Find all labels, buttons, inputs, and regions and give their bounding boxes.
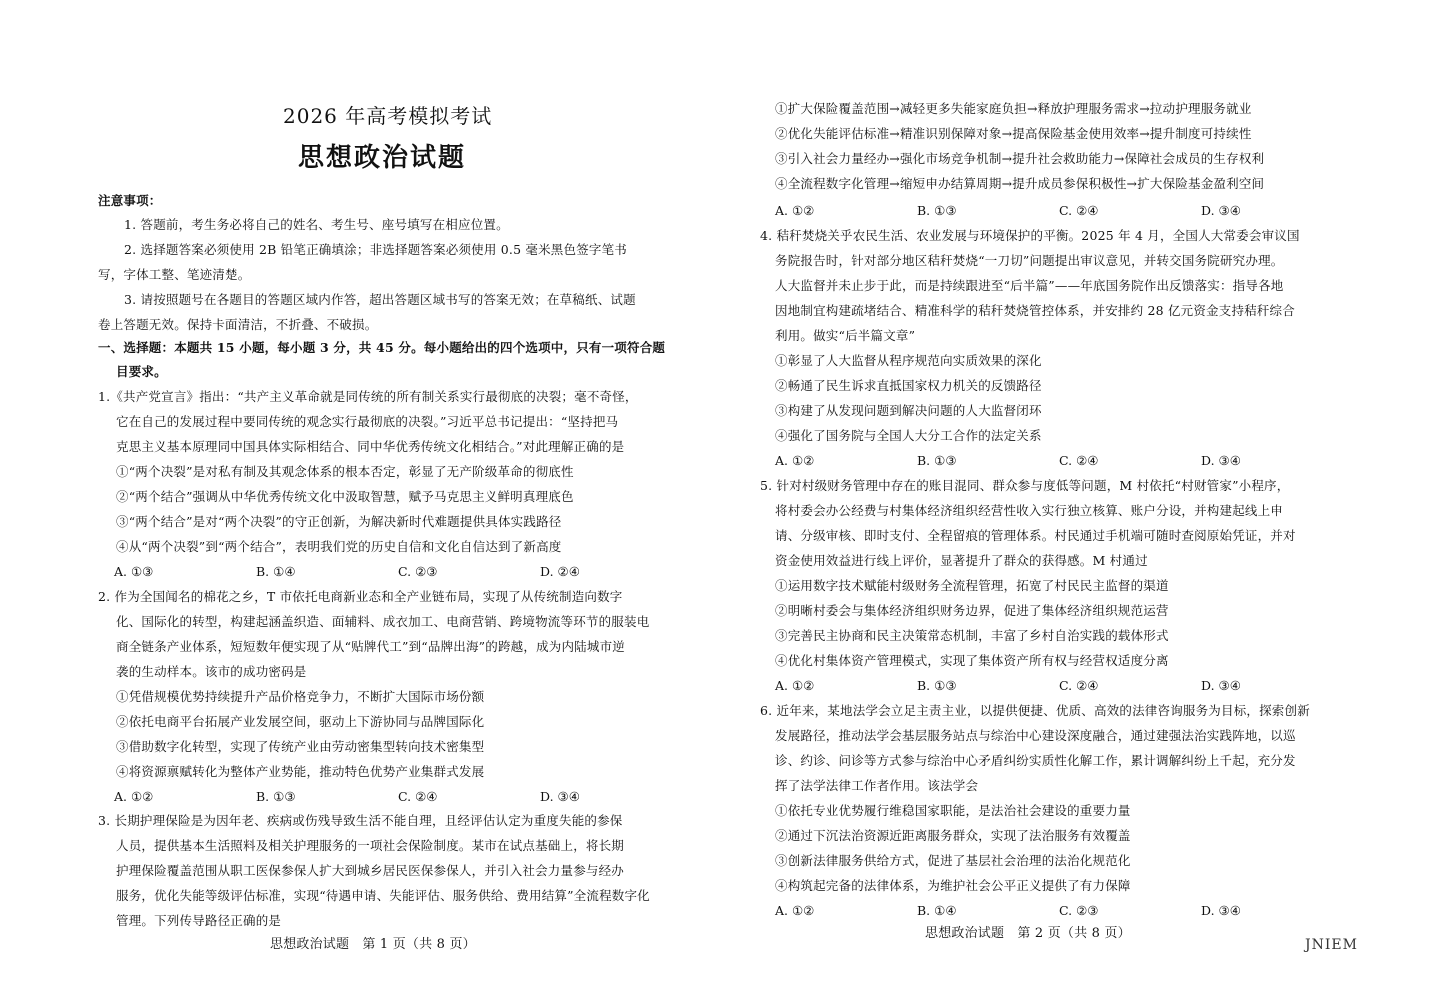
q2-item: ②依托电商平台拓展产业发展空间，驱动上下游协同与品牌国际化 [116,714,485,729]
notice-heading: 注意事项： [98,193,162,208]
q1-stem-line: 它在自己的发展过程中要同传统的观念实行最彻底的决裂。”习近平总书记提出：“坚持把马 [116,414,619,429]
q4-item: ②畅通了民生诉求直抵国家权力机关的反馈路径 [775,378,1042,393]
q2-item: ④将资源禀赋转化为整体产业势能，推动特色优势产业集群式发展 [116,764,485,779]
watermark-code: JNIEM [1305,937,1358,953]
q2-stem-line: 商全链条产业体系，短短数年便实现了从“贴牌代工”到“品牌出海”的跨越，成为内陆城市逆 [116,639,625,654]
notice-line: 卷上答题无效。保持卡面清洁，不折叠、不破损。 [98,317,378,332]
q6-option-c[interactable]: C. ②③ [1059,903,1099,918]
notice-line: 3. 请按照题号在各题目的答题区域内作答，超出答题区域书写的答案无效；在草稿纸、试题 [124,292,636,307]
q4-option-d[interactable]: D. ③④ [1201,453,1241,468]
q4-option-c[interactable]: C. ②④ [1059,453,1099,468]
q1-stem-line: 克思主义基本原理同中国具体实际相结合、同中华优秀传统文化相结合。”对此理解正确的是 [116,439,625,454]
q5-item: ②明晰村委会与集体经济组织财务边界，促进了集体经济组织规范运营 [775,603,1169,618]
q1-item: ②“两个结合”强调从中华优秀传统文化中汲取智慧，赋予马克思主义鲜明真理底色 [116,489,574,504]
notice-line: 写，字体工整、笔迹清楚。 [98,267,251,282]
q5-stem-line: 资金使用效益进行线上评价，显著提升了群众的获得感。M 村通过 [775,553,1148,568]
q4-option-b[interactable]: B. ①③ [917,453,957,468]
q6-option-d[interactable]: D. ③④ [1201,903,1241,918]
q1-item: ①“两个决裂”是对私有制及其观念体系的根本否定，彰显了无产阶级革命的彻底性 [116,464,574,479]
q2-option-a[interactable]: A. ①② [114,789,154,804]
q4-stem-line: 人大监督并未止步于此，而是持续跟进至“后半篇”——年底国务院作出反馈落实：指导各地 [775,278,1284,293]
page-2-footer: 思想政治试题 第 2 页（共 8 页） [925,926,1131,941]
q3-option-c[interactable]: C. ②④ [1059,203,1099,218]
q6-stem-line: 发展路径，推动法学会基层服务站点与综治中心建设深度融合，通过建强法治实践阵地，以巡 [775,728,1296,743]
q2-option-b[interactable]: B. ①③ [256,789,296,804]
q6-stem-line: 挥了法学法律工作者作用。该法学会 [775,778,979,793]
q5-stem-line: 请、分级审核、即时支付、全程留痕的管理体系。村民通过手机端可随时查阅原始凭证，并对 [775,528,1296,543]
q1-stem-line: 1.《共产党宣言》指出：“共产主义革命就是同传统的所有制关系实行最彻底的决裂；毫不奇怪， [98,389,638,404]
q6-stem-line: 诊、约诊、问诊等方式参与综治中心矛盾纠纷实质性化解工作，累计调解纠纷上千起，充分发 [775,753,1296,768]
q4-stem-line: 利用。做实“后半篇文章” [775,328,916,343]
q3-item: ④全流程数字化管理→缩短申办结算周期→提升成员参保积极性→扩大保险基金盈利空间 [775,176,1265,191]
exam-year-title: 2026 年高考模拟考试 [283,104,493,128]
q6-option-b[interactable]: B. ①④ [917,903,957,918]
q3-stem-line: 服务，优化失能等级评估标准，实现“待遇申请、失能评估、服务供给、费用结算”全流程数字化 [116,888,650,903]
q6-item: ③创新法律服务供给方式，促进了基层社会治理的法治化规范化 [775,853,1131,868]
q2-item: ③借助数字化转型，实现了传统产业由劳动密集型转向技术密集型 [116,739,485,754]
q5-option-b[interactable]: B. ①③ [917,678,957,693]
q6-stem-line: 6. 近年来，某地法学会立足主责主业，以提供便捷、优质、高效的法律咨询服务为目标，探索创新 [760,703,1310,718]
q3-option-d[interactable]: D. ③④ [1201,203,1241,218]
q1-option-d[interactable]: D. ②④ [540,564,580,579]
q3-stem-line: 人员，提供基本生活照料及相关护理服务的一项社会保险制度。某市在试点基础上，将长期 [116,838,625,853]
section-heading: 一、选择题：本题共 15 小题，每小题 3 分，共 45 分。每小题给出的四个选项中，只有一项符合题 [98,340,666,355]
notice-line: 1. 答题前，考生务必将自己的姓名、考生号、座号填写在相应位置。 [124,217,509,232]
q4-stem-line: 4. 秸秆焚烧关乎农民生活、农业发展与环境保护的平衡。2025 年 4 月，全国人大常委会审议国 [760,228,1300,243]
q3-stem-line: 护理保险覆盖范围从职工医保参保人扩大到城乡居民医保参保人，并引入社会力量参与经办 [116,863,625,878]
q1-option-a[interactable]: A. ①③ [114,564,154,579]
q4-option-a[interactable]: A. ①② [775,453,815,468]
q5-stem-line: 将村委会办公经费与村集体经济组织经营性收入实行独立核算、账户分设，并构建起线上申 [775,503,1284,518]
q5-option-d[interactable]: D. ③④ [1201,678,1241,693]
q3-item: ③引入社会力量经办→强化市场竞争机制→提升社会救助能力→保障社会成员的生存权利 [775,151,1265,166]
q4-item: ④强化了国务院与全国人大分工合作的法定关系 [775,428,1042,443]
q2-item: ①凭借规模优势持续提升产品价格竞争力，不断扩大国际市场份额 [116,689,485,704]
q6-option-a[interactable]: A. ①② [775,903,815,918]
q3-option-b[interactable]: B. ①③ [917,203,957,218]
section-heading: 目要求。 [116,364,167,379]
q3-stem-line: 3. 长期护理保险是为因年老、疾病或伤残导致生活不能自理，且经评估认定为重度失能的参保 [98,813,623,828]
q6-item: ②通过下沉法治资源近距离服务群众，实现了法治服务有效覆盖 [775,828,1131,843]
q2-stem-line: 袭的生动样本。该市的成功密码是 [116,664,307,679]
page-1-footer: 思想政治试题 第 1 页（共 8 页） [270,937,476,952]
q3-item: ①扩大保险覆盖范围→减轻更多失能家庭负担→释放护理服务需求→拉动护理服务就业 [775,101,1252,116]
q2-stem-line: 2. 作为全国闻名的棉花之乡，T 市依托电商新业态和全产业链布局，实现了从传统制造向数字 [98,589,623,604]
q4-stem-line: 因地制宜构建疏堵结合、精准科学的秸秆焚烧管控体系，并安排约 28 亿元资金支持秸秆综合 [775,303,1295,318]
q2-option-c[interactable]: C. ②④ [398,789,438,804]
q2-stem-line: 化、国际化的转型，构建起涵盖织造、面辅料、成衣加工、电商营销、跨境物流等环节的服装电 [116,614,650,629]
q5-item: ③完善民主协商和民主决策常态机制，丰富了乡村自治实践的载体形式 [775,628,1169,643]
q5-item: ①运用数字技术赋能村级财务全流程管理，拓宽了村民民主监督的渠道 [775,578,1169,593]
q5-option-c[interactable]: C. ②④ [1059,678,1099,693]
q6-item: ①依托专业优势履行维稳国家职能，是法治社会建设的重要力量 [775,803,1131,818]
q4-item: ①彰显了人大监督从程序规范向实质效果的深化 [775,353,1042,368]
q1-option-b[interactable]: B. ①④ [256,564,296,579]
q4-stem-line: 务院报告时，针对部分地区秸秆焚烧“一刀切”问题提出审议意见，并转交国务院研究办理。 [775,253,1284,268]
q5-item: ④优化村集体资产管理模式，实现了集体资产所有权与经营权适度分离 [775,653,1169,668]
q1-option-c[interactable]: C. ②③ [398,564,438,579]
q3-stem-line: 管理。下列传导路径正确的是 [116,913,282,928]
q2-option-d[interactable]: D. ③④ [540,789,580,804]
notice-line: 2. 选择题答案必须使用 2B 铅笔正确填涂；非选择题答案必须使用 0.5 毫米黑色签字笔书 [124,242,628,257]
subject-title: 思想政治试题 [298,143,467,173]
q5-stem-line: 5. 针对村级财务管理中存在的账目混同、群众参与度低等问题，M 村依托“村财管家”小程序， [760,478,1290,493]
q4-item: ③构建了从发现问题到解决问题的人大监督闭环 [775,403,1042,418]
q6-item: ④构筑起完备的法律体系，为维护社会公平正义提供了有力保障 [775,878,1131,893]
q1-item: ④从“两个决裂”到“两个结合”，表明我们党的历史自信和文化自信达到了新高度 [116,539,562,554]
q3-option-a[interactable]: A. ①② [775,203,815,218]
q1-item: ③“两个结合”是对“两个决裂”的守正创新，为解决新时代难题提供具体实践路径 [116,514,562,529]
q5-option-a[interactable]: A. ①② [775,678,815,693]
q3-item: ②优化失能评估标准→精准识别保障对象→提高保险基金使用效率→提升制度可持续性 [775,126,1252,141]
